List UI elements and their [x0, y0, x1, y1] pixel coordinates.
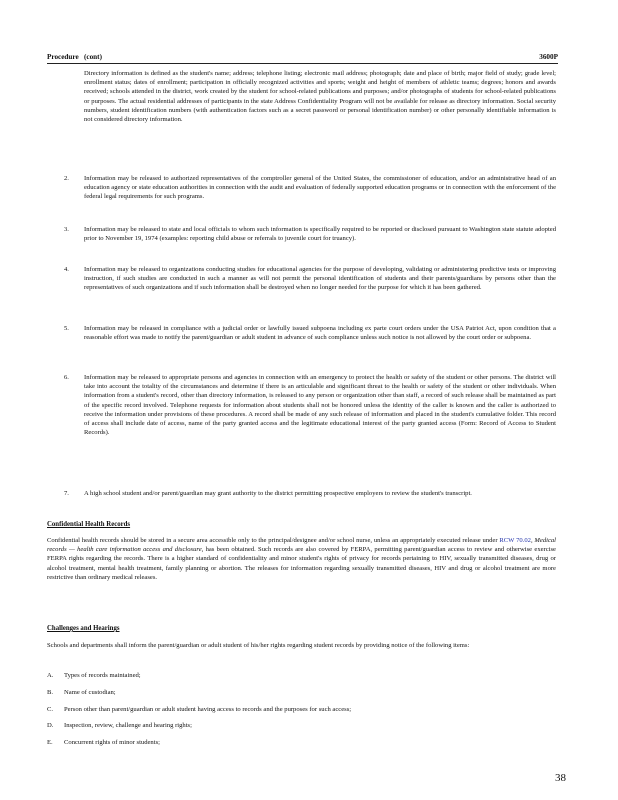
- item-number: 2.: [64, 175, 69, 182]
- list-item: Name of custodian;: [64, 689, 116, 696]
- header-cont: (cont): [84, 53, 102, 61]
- list-letter: D.: [47, 722, 54, 729]
- page-number: 38: [555, 772, 566, 784]
- item-text: Information may be released to appropriate persons and agencies in connection with an emergency to protect the health or safety of the student or other persons. The district will take into account the totality of the circumstances and determine if there is an articulable and significant threat to the health or safety of the student or other individuals. When information from a student's record, other than directory information, is released to any person or organization other than staff, a record of such release shall be maintained as part of the specific record involved. Telephone requests for information about students shall not be honored unless the identity of the caller is known and the caller is authorized to receive the information under provisions of these procedures. A record shall be made of any such release of information and placed in the student's cumulative folder. This record of access shall include date of access, name of the party granted access and the legitimate educational interest of the party granted access (Form: Record of Access to Student Records).: [84, 374, 556, 437]
- item-text: Information may be released in compliance with a judicial order or lawfully issued subpoena including ex parte court orders under the USA Patriot Act, upon condition that a reasonable effort was made to notify the parent/guardian or adult student in advance of such compliance unless such notice is not allowed by the court order or subpoena.: [84, 325, 556, 342]
- rcw-title: , Medical records — health care information access and disclosure: [47, 537, 557, 554]
- directory-info-paragraph: Directory information is defined as the student's name; address; telephone listing; electronic mail address; photograph; date and place of birth; major field of study; grade level; enrollment status; dates of enrollment; participation in officially recognized activities and sports; weight and height of members of athletic teams; degrees; honors and awards received; schools attended in the district, work created by the student for school-related publications and purposes; and/or photographs of students for school-related publications or purposes. The actual residential addresses of participants in the state Address Confidentiality Program will not be available for release as directory information. Social security numbers, student identification numbers (with authentication factors such as a secret password or personal identification number) or other personally identifiable information is not considered directory information.: [84, 70, 556, 124]
- item-text: Information may be released to organizations conducting studies for educational agencies for the purpose of developing, validating or administering predictive tests or improving instruction, if such studies are conducted in such a manner as will not permit the personal identification of students and their parents/guardians by persons other than the representatives of such organizations and if such information shall be destroyed when no longer needed for the purpose for which it has been gathered.: [84, 266, 556, 292]
- confidential-health-paragraph: [47, 536, 556, 582]
- header-policy-code: 3600P: [539, 53, 558, 61]
- item-text: A high school student and/or parent/guardian may grant authority to the district permitting prospective employers to review the student's transcript.: [84, 490, 472, 497]
- list-letter: E.: [47, 739, 53, 746]
- rcw-link[interactable]: RCW 70.02: [499, 537, 531, 544]
- item-number: 4.: [64, 266, 69, 273]
- item-text: Information may be released to state and local officials to whom such information is specifically required to be reported or disclosed pursuant to Washington state statute adopted prior to November 19, 1974 (examples: reporting child abuse or referrals to juvenile court for truancy).: [84, 226, 556, 243]
- item-number: 7.: [64, 490, 69, 497]
- header-procedure: Procedure: [47, 53, 79, 61]
- header-rule: [47, 63, 558, 64]
- item-text: Information may be released to authorized representatives of the comptroller general of the United States, the commissioner of education, and/or an administrative head of an education agency or state education authorities in connection with the audit and evaluation of federally supported education programs or in connection with the enforcement of the federal legal requirements for such programs.: [84, 175, 556, 201]
- section-heading-confidential: Confidential Health Records: [47, 521, 131, 528]
- section-heading-challenges: Challenges and Hearings: [47, 625, 120, 632]
- list-letter: C.: [47, 706, 54, 713]
- item-number: 6.: [64, 374, 69, 381]
- list-letter: A.: [47, 672, 54, 679]
- list-letter: B.: [47, 689, 54, 696]
- list-item: Person other than parent/guardian or adult student having access to records and the purposes for such access;: [64, 706, 352, 713]
- challenges-intro: Schools and departments shall inform the parent/guardian or adult student of his/her rights regarding student records by providing notice of the following items:: [47, 642, 470, 649]
- list-item: Inspection, review, challenge and hearing rights;: [64, 722, 192, 729]
- item-number: 5.: [64, 325, 69, 332]
- confidential-text-2: , has been obtained. Such records are also covered by FERPA, permitting parent/guardian access to review and otherwise exercise FERPA rights regarding the records. There is a higher standard of confidentiality and minor student's rights of privacy for records pertaining to HIV, sexually transmitted diseases, drug or alcohol treatment, mental health treatment, family planning or abortion. The releases for information regarding sexually transmitted diseases, HIV and drug or alcohol treatment are more restrictive than ordinary medical releases.: [47, 546, 556, 581]
- list-item: Concurrent rights of minor students;: [64, 739, 160, 746]
- item-number: 3.: [64, 226, 69, 233]
- confidential-text-1: Confidential health records should be stored in a secure area accessible only to the principal/designee and/or school nurse, unless an appropriately executed release under: [47, 537, 498, 544]
- list-item: Types of records maintained;: [64, 672, 141, 679]
